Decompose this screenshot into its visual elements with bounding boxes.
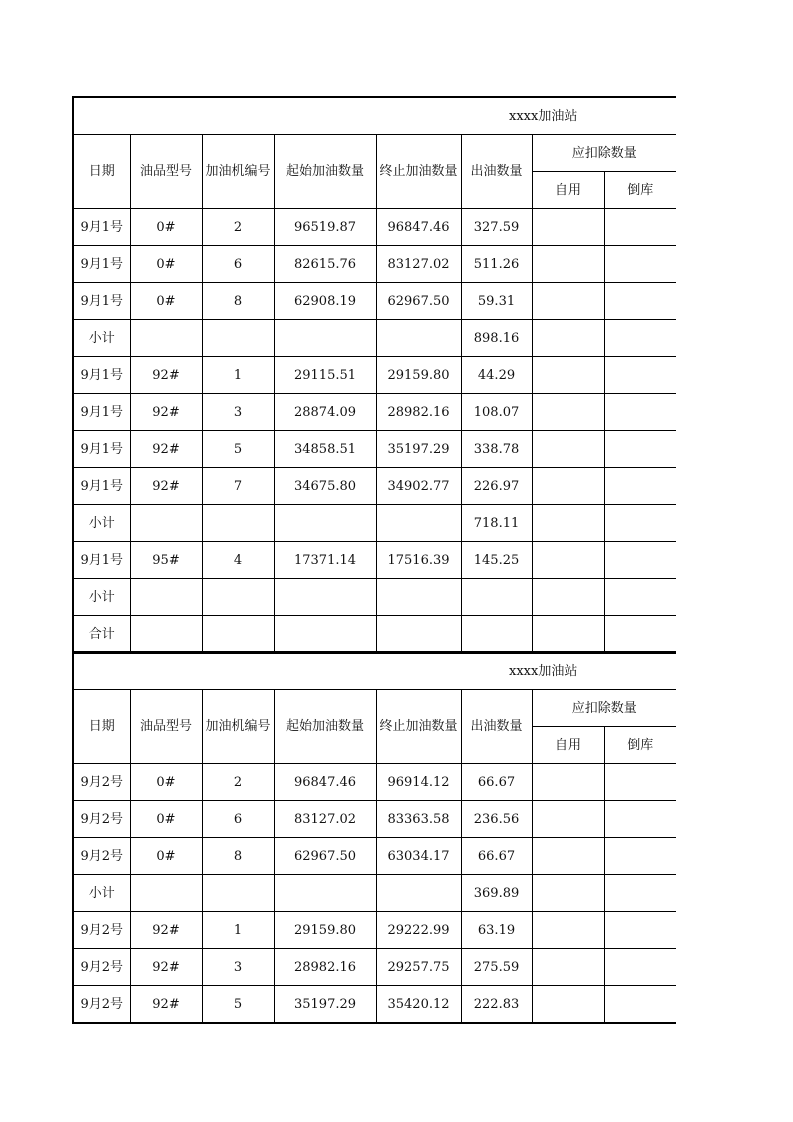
cell-start-qty bbox=[274, 320, 376, 357]
cell-self-use bbox=[532, 912, 604, 949]
cell-pump-no: 5 bbox=[202, 431, 274, 468]
cell-self-use bbox=[532, 949, 604, 986]
cell-pump-no: 2 bbox=[202, 764, 274, 801]
header-self-use: 自用 bbox=[532, 727, 604, 764]
cell-pump-no: 1 bbox=[202, 357, 274, 394]
header-end-qty: 终止加油数量 bbox=[376, 690, 461, 764]
cell-out-qty: 327.59 bbox=[461, 209, 532, 246]
cell-date: 小计 bbox=[73, 579, 130, 616]
cell-start-qty: 29159.80 bbox=[274, 912, 376, 949]
cell-start-qty: 28874.09 bbox=[274, 394, 376, 431]
cell-start-qty: 28982.16 bbox=[274, 949, 376, 986]
cell-pump-no bbox=[202, 616, 274, 654]
cell-end-qty: 29159.80 bbox=[376, 357, 461, 394]
table-row bbox=[73, 505, 676, 542]
cell-pump-no: 7 bbox=[202, 468, 274, 505]
cell-pump-no: 3 bbox=[202, 394, 274, 431]
cell-return-tank bbox=[604, 431, 676, 468]
cell-return-tank bbox=[604, 246, 676, 283]
table-row bbox=[73, 468, 676, 505]
header-start-qty: 起始加油数量 bbox=[274, 135, 376, 209]
cell-self-use bbox=[532, 394, 604, 431]
cell-out-qty: 236.56 bbox=[461, 801, 532, 838]
cell-start-qty bbox=[274, 505, 376, 542]
header-return-tank: 倒库 bbox=[604, 727, 676, 764]
cell-out-qty bbox=[461, 616, 532, 654]
cell-out-qty: 145.25 bbox=[461, 542, 532, 579]
cell-end-qty bbox=[376, 579, 461, 616]
cell-self-use bbox=[532, 764, 604, 801]
cell-date: 合计 bbox=[73, 616, 130, 654]
cell-pump-no: 2 bbox=[202, 209, 274, 246]
cell-self-use bbox=[532, 875, 604, 912]
cell-date: 9月1号 bbox=[73, 431, 130, 468]
cell-self-use bbox=[532, 246, 604, 283]
cell-start-qty: 83127.02 bbox=[274, 801, 376, 838]
cell-oil-type bbox=[130, 875, 202, 912]
cell-pump-no: 6 bbox=[202, 246, 274, 283]
cell-return-tank bbox=[604, 394, 676, 431]
table-row bbox=[73, 838, 676, 875]
cell-self-use bbox=[532, 468, 604, 505]
cell-return-tank bbox=[604, 912, 676, 949]
cell-return-tank bbox=[604, 505, 676, 542]
cell-pump-no bbox=[202, 320, 274, 357]
header-out-qty: 出油数量 bbox=[461, 690, 532, 764]
cell-self-use bbox=[532, 357, 604, 394]
table-row bbox=[73, 542, 676, 579]
cell-self-use bbox=[532, 801, 604, 838]
cell-pump-no bbox=[202, 875, 274, 912]
cell-return-tank bbox=[604, 986, 676, 1024]
cell-return-tank bbox=[604, 542, 676, 579]
table-row bbox=[73, 986, 676, 1024]
cell-oil-type bbox=[130, 505, 202, 542]
cell-out-qty: 226.97 bbox=[461, 468, 532, 505]
cell-date: 9月1号 bbox=[73, 246, 130, 283]
table-row bbox=[73, 394, 676, 431]
cell-out-qty: 66.67 bbox=[461, 838, 532, 875]
cell-out-qty: 275.59 bbox=[461, 949, 532, 986]
cell-oil-type: 92# bbox=[130, 986, 202, 1024]
cell-start-qty bbox=[274, 616, 376, 654]
cell-end-qty: 63034.17 bbox=[376, 838, 461, 875]
cell-out-qty: 63.19 bbox=[461, 912, 532, 949]
station-title-cell bbox=[73, 652, 676, 690]
cell-return-tank bbox=[604, 209, 676, 246]
cell-return-tank bbox=[604, 616, 676, 654]
table-row bbox=[73, 246, 676, 283]
table-row bbox=[73, 579, 676, 616]
cell-end-qty bbox=[376, 875, 461, 912]
cell-self-use bbox=[532, 542, 604, 579]
cell-return-tank bbox=[604, 468, 676, 505]
cell-out-qty: 511.26 bbox=[461, 246, 532, 283]
cell-date: 9月1号 bbox=[73, 394, 130, 431]
cell-end-qty: 34902.77 bbox=[376, 468, 461, 505]
cell-end-qty: 83363.58 bbox=[376, 801, 461, 838]
cell-out-qty: 59.31 bbox=[461, 283, 532, 320]
table-row bbox=[73, 431, 676, 468]
station-name: xxxx加油站 bbox=[509, 663, 578, 679]
cell-pump-no: 1 bbox=[202, 912, 274, 949]
station-title-cell bbox=[73, 97, 676, 135]
cell-return-tank bbox=[604, 838, 676, 875]
header-pump-no: 加油机编号 bbox=[202, 135, 274, 209]
table-row bbox=[73, 616, 676, 654]
cell-oil-type: 0# bbox=[130, 283, 202, 320]
cell-date: 小计 bbox=[73, 875, 130, 912]
cell-end-qty: 83127.02 bbox=[376, 246, 461, 283]
header-deduct: 应扣除数量 bbox=[532, 690, 676, 727]
cell-self-use bbox=[532, 505, 604, 542]
cell-date: 9月2号 bbox=[73, 764, 130, 801]
cell-out-qty: 44.29 bbox=[461, 357, 532, 394]
cell-start-qty: 29115.51 bbox=[274, 357, 376, 394]
cell-return-tank bbox=[604, 801, 676, 838]
cell-oil-type: 0# bbox=[130, 801, 202, 838]
cell-start-qty: 96519.87 bbox=[274, 209, 376, 246]
fuel-report-table-day1 bbox=[72, 96, 676, 654]
cell-start-qty: 35197.29 bbox=[274, 986, 376, 1024]
cell-self-use bbox=[532, 431, 604, 468]
cell-start-qty: 62967.50 bbox=[274, 838, 376, 875]
cell-self-use bbox=[532, 986, 604, 1024]
cell-out-qty: 898.16 bbox=[461, 320, 532, 357]
cell-end-qty: 96847.46 bbox=[376, 209, 461, 246]
cell-oil-type bbox=[130, 579, 202, 616]
cell-oil-type bbox=[130, 320, 202, 357]
cell-self-use bbox=[532, 209, 604, 246]
cell-out-qty: 108.07 bbox=[461, 394, 532, 431]
cell-self-use bbox=[532, 579, 604, 616]
cell-oil-type: 92# bbox=[130, 394, 202, 431]
header-date: 日期 bbox=[73, 135, 130, 209]
cell-date: 9月1号 bbox=[73, 357, 130, 394]
cell-date: 9月2号 bbox=[73, 838, 130, 875]
cell-end-qty bbox=[376, 616, 461, 654]
cell-oil-type: 92# bbox=[130, 431, 202, 468]
cell-date: 小计 bbox=[73, 320, 130, 357]
cell-end-qty bbox=[376, 320, 461, 357]
cell-pump-no bbox=[202, 505, 274, 542]
cell-return-tank bbox=[604, 283, 676, 320]
cell-oil-type: 92# bbox=[130, 912, 202, 949]
cell-oil-type: 92# bbox=[130, 357, 202, 394]
table-row bbox=[73, 764, 676, 801]
table-row bbox=[73, 320, 676, 357]
cell-oil-type: 0# bbox=[130, 246, 202, 283]
table-row bbox=[73, 209, 676, 246]
cell-pump-no: 8 bbox=[202, 283, 274, 320]
cell-end-qty: 17516.39 bbox=[376, 542, 461, 579]
header-self-use: 自用 bbox=[532, 172, 604, 209]
cell-return-tank bbox=[604, 764, 676, 801]
cell-date: 9月2号 bbox=[73, 949, 130, 986]
header-pump-no: 加油机编号 bbox=[202, 690, 274, 764]
header-deduct: 应扣除数量 bbox=[532, 135, 676, 172]
cell-start-qty: 17371.14 bbox=[274, 542, 376, 579]
cell-start-qty: 34675.80 bbox=[274, 468, 376, 505]
cell-end-qty: 35197.29 bbox=[376, 431, 461, 468]
cell-pump-no: 3 bbox=[202, 949, 274, 986]
cell-date: 9月2号 bbox=[73, 801, 130, 838]
header-return-tank: 倒库 bbox=[604, 172, 676, 209]
cell-date: 9月1号 bbox=[73, 209, 130, 246]
table-row bbox=[73, 283, 676, 320]
cell-date: 9月1号 bbox=[73, 468, 130, 505]
cell-pump-no: 5 bbox=[202, 986, 274, 1024]
cell-oil-type: 0# bbox=[130, 764, 202, 801]
cell-out-qty: 66.67 bbox=[461, 764, 532, 801]
cell-oil-type: 0# bbox=[130, 209, 202, 246]
header-start-qty: 起始加油数量 bbox=[274, 690, 376, 764]
table-row bbox=[73, 357, 676, 394]
cell-out-qty: 338.78 bbox=[461, 431, 532, 468]
cell-end-qty: 28982.16 bbox=[376, 394, 461, 431]
cell-out-qty bbox=[461, 579, 532, 616]
header-out-qty: 出油数量 bbox=[461, 135, 532, 209]
cell-date: 9月2号 bbox=[73, 912, 130, 949]
cell-date: 小计 bbox=[73, 505, 130, 542]
cell-self-use bbox=[532, 283, 604, 320]
cell-date: 9月1号 bbox=[73, 283, 130, 320]
cell-end-qty bbox=[376, 505, 461, 542]
table-row bbox=[73, 801, 676, 838]
cell-oil-type: 95# bbox=[130, 542, 202, 579]
table-row bbox=[73, 875, 676, 912]
cell-pump-no bbox=[202, 579, 274, 616]
station-name: xxxx加油站 bbox=[509, 108, 578, 124]
cell-oil-type: 92# bbox=[130, 468, 202, 505]
cell-oil-type: 0# bbox=[130, 838, 202, 875]
header-end-qty: 终止加油数量 bbox=[376, 135, 461, 209]
cell-pump-no: 6 bbox=[202, 801, 274, 838]
cell-start-qty bbox=[274, 579, 376, 616]
cell-end-qty: 35420.12 bbox=[376, 986, 461, 1024]
cell-self-use bbox=[532, 320, 604, 357]
cell-date: 9月2号 bbox=[73, 986, 130, 1024]
cell-return-tank bbox=[604, 949, 676, 986]
fuel-report-table-day2 bbox=[72, 651, 676, 1024]
table-row bbox=[73, 912, 676, 949]
cell-start-qty bbox=[274, 875, 376, 912]
cell-start-qty: 82615.76 bbox=[274, 246, 376, 283]
cell-return-tank bbox=[604, 875, 676, 912]
cell-start-qty: 34858.51 bbox=[274, 431, 376, 468]
table-row bbox=[73, 949, 676, 986]
header-oil-type: 油品型号 bbox=[130, 135, 202, 209]
cell-out-qty: 222.83 bbox=[461, 986, 532, 1024]
cell-start-qty: 96847.46 bbox=[274, 764, 376, 801]
cell-pump-no: 4 bbox=[202, 542, 274, 579]
cell-return-tank bbox=[604, 357, 676, 394]
cell-out-qty: 718.11 bbox=[461, 505, 532, 542]
cell-oil-type bbox=[130, 616, 202, 654]
cell-return-tank bbox=[604, 320, 676, 357]
cell-date: 9月1号 bbox=[73, 542, 130, 579]
cell-out-qty: 369.89 bbox=[461, 875, 532, 912]
header-date: 日期 bbox=[73, 690, 130, 764]
cell-oil-type: 92# bbox=[130, 949, 202, 986]
cell-self-use bbox=[532, 838, 604, 875]
cell-return-tank bbox=[604, 579, 676, 616]
cell-start-qty: 62908.19 bbox=[274, 283, 376, 320]
cell-end-qty: 29222.99 bbox=[376, 912, 461, 949]
cell-pump-no: 8 bbox=[202, 838, 274, 875]
cell-end-qty: 62967.50 bbox=[376, 283, 461, 320]
cell-end-qty: 29257.75 bbox=[376, 949, 461, 986]
cell-self-use bbox=[532, 616, 604, 654]
cell-end-qty: 96914.12 bbox=[376, 764, 461, 801]
header-oil-type: 油品型号 bbox=[130, 690, 202, 764]
